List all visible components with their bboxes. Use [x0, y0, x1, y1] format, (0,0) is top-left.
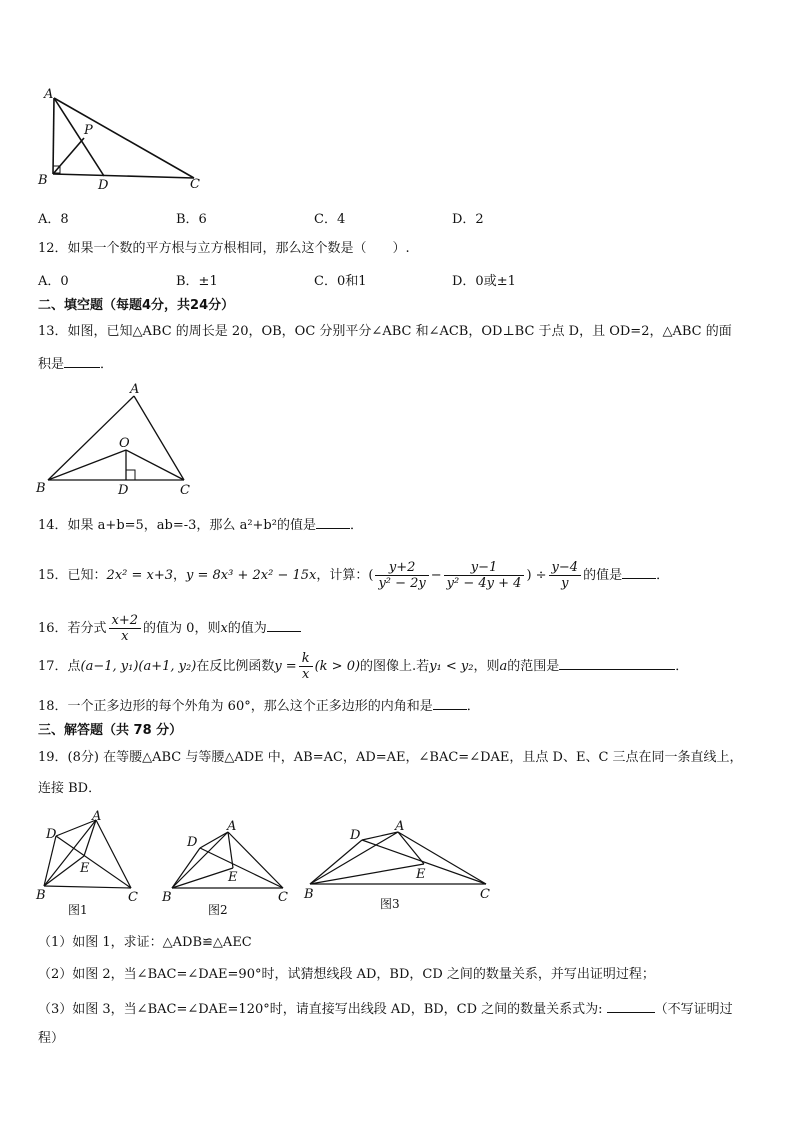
- label-D: D: [98, 178, 109, 193]
- caption-fig2: 图2: [208, 903, 228, 917]
- q14-prefix: 14．如果 a+b=5，ab=-3，那么 a²+b²的值是: [38, 518, 316, 533]
- label-C: C: [180, 483, 190, 498]
- q15-answer-blank[interactable]: [622, 565, 656, 579]
- label-D: D: [187, 835, 198, 850]
- q16-tail: 的值为: [227, 621, 267, 636]
- q16-prefix: 16．若分式: [38, 621, 107, 636]
- q13-answer-blank[interactable]: [64, 354, 100, 368]
- label-E: E: [80, 861, 90, 876]
- q17-func-lhs: y =: [274, 659, 297, 674]
- q17-fraction: $\frac{k}{x}$: [299, 651, 313, 682]
- label-B: B: [162, 890, 172, 905]
- label-A: A: [92, 809, 102, 824]
- section-heading-solve: 三、解答题（共 78 分）: [38, 723, 183, 738]
- q15-prefix: 15．已知：: [38, 568, 107, 583]
- label-E: E: [228, 870, 238, 885]
- label-A: A: [130, 382, 140, 397]
- q12-stem: 12．如果一个数的平方根与立方根相同，那么这个数是（ ）.: [38, 241, 410, 256]
- q16-variable: x: [220, 621, 228, 636]
- label-C: C: [278, 890, 288, 905]
- q17-condition: (k > 0): [314, 659, 361, 674]
- q17-inequality: y₁ < y₂: [429, 659, 474, 674]
- q13-prefix: 积是: [38, 357, 65, 372]
- figure-q11-triangle: [34, 84, 214, 194]
- q15-suffix: ．: [656, 568, 670, 583]
- label-A: A: [395, 819, 405, 834]
- q11-option-c: C．4: [314, 212, 346, 227]
- label-C: C: [190, 177, 200, 192]
- q15-fraction-2: $\frac{y-1}{\text{y² − 4y + 4}}$: [444, 560, 525, 591]
- q14-suffix: ．: [349, 518, 363, 533]
- q17-a: a: [499, 659, 508, 674]
- q17-suffix: ．: [675, 659, 689, 674]
- q16-fraction: $\frac{x+2}{x}$: [109, 613, 142, 644]
- figure-q13-triangle: [34, 380, 204, 498]
- q16-answer-blank[interactable]: [267, 618, 301, 632]
- label-E: E: [416, 867, 426, 882]
- label-D: D: [46, 827, 57, 842]
- label-D: D: [350, 828, 361, 843]
- q18-answer-blank[interactable]: [433, 696, 467, 710]
- q14-text: [38, 515, 363, 535]
- q17-text: [38, 650, 688, 684]
- q17-tail: 的范围是: [507, 659, 560, 674]
- q12-option-a: A．0: [38, 274, 69, 289]
- q17-mid3: ，则: [473, 659, 500, 674]
- q18-prefix: 18．一个正多边形的每个外角为 60°，那么这个正多边形的内角和是: [38, 699, 433, 714]
- q15-tail: 的值是: [583, 568, 623, 583]
- q15-divide: ) ÷: [526, 568, 547, 583]
- label-O: O: [119, 436, 130, 451]
- q17-prefix: 17．点: [38, 659, 81, 674]
- q15-fraction-3: $\frac{y-4}{y}$: [549, 560, 582, 591]
- figure-3: [310, 832, 486, 884]
- caption-fig1: 图1: [68, 903, 88, 917]
- q19-sub3-answer-blank[interactable]: [607, 999, 655, 1013]
- q15-equation-1: 2x² = x+3: [106, 568, 174, 583]
- q12-option-c: C．0和1: [314, 274, 367, 289]
- q19-sub3-line2: 程）: [38, 1031, 65, 1046]
- q15-calc-label: ，计算：(: [316, 568, 374, 583]
- q11-option-b: B．6: [176, 212, 207, 227]
- q19-sub3-line1: [38, 999, 733, 1019]
- q19-text-line1: 19．(8分) 在等腰△ABC 与等腰△ADE 中，AB=AC，AD=AE，∠BAC=∠DAE，且点 D、E、C 三点在同一条直线上，: [38, 750, 743, 765]
- q11-option-d: D．2: [452, 212, 484, 227]
- q15-separator: ，: [173, 568, 187, 583]
- q12-option-b: B．±1: [176, 274, 218, 289]
- q13-text-line2: [38, 354, 113, 374]
- section-heading-fill-in: 二、填空题（每题4分，共24分）: [38, 298, 235, 313]
- q12-option-d: D．0或±1: [452, 274, 516, 289]
- label-A: A: [227, 819, 237, 834]
- q19-sub1: （1）如图 1，求证：△ADB≌△AEC: [38, 935, 252, 950]
- label-B: B: [38, 173, 48, 188]
- q15-fraction-1: $\frac{y+2}{\text{y² − 2y}}$: [375, 560, 428, 591]
- q16-mid: 的值为 0，则: [143, 621, 221, 636]
- q17-mid: 在反比例函数: [196, 659, 275, 674]
- q15-text: [38, 558, 669, 594]
- label-C: C: [128, 890, 138, 905]
- figure-q19-group: [30, 808, 500, 920]
- label-P: P: [84, 123, 93, 138]
- q14-answer-blank[interactable]: [316, 515, 350, 529]
- label-B: B: [36, 481, 46, 496]
- label-D: D: [118, 483, 129, 498]
- q17-answer-blank[interactable]: [559, 656, 675, 670]
- q17-points: (a−1, y₁)(a+1, y₂): [80, 659, 197, 674]
- q15-equation-2: y = 8x³ + 2x² − 15x: [186, 568, 317, 583]
- q19-sub3-text: （3）如图 3，当∠BAC=∠DAE=120°时，请直接写出线段 AD，BD，CD 之间的数量关系式为:: [38, 1002, 603, 1017]
- label-A: A: [44, 87, 54, 102]
- q16-text: [38, 612, 301, 646]
- caption-fig3: 图3: [380, 897, 400, 911]
- q11-option-a: A．8: [38, 212, 69, 227]
- label-C: C: [480, 887, 490, 902]
- q13-suffix: ．: [100, 357, 114, 372]
- q17-mid2: 的图像上.若: [360, 659, 430, 674]
- q19-sub3-tail: （不写证明过: [654, 1002, 733, 1017]
- figure-1: [44, 820, 131, 888]
- q19-sub2: （2）如图 2，当∠BAC=∠DAE=90°时，试猜想线段 AD，BD，CD 之间的数量关系，并写出证明过程；: [38, 967, 655, 982]
- q18-suffix: ．: [466, 699, 480, 714]
- label-B: B: [304, 887, 314, 902]
- q18-text: [38, 696, 480, 716]
- q15-minus: −: [430, 568, 442, 583]
- label-B: B: [36, 888, 46, 903]
- q19-text-line2: 连接 BD．: [38, 781, 102, 796]
- q13-text-line1: 13．如图，已知△ABC 的周长是 20，OB，OC 分别平分∠ABC 和∠ACB，OD⊥BC 于点 D，且 OD=2，△ABC 的面: [38, 324, 732, 339]
